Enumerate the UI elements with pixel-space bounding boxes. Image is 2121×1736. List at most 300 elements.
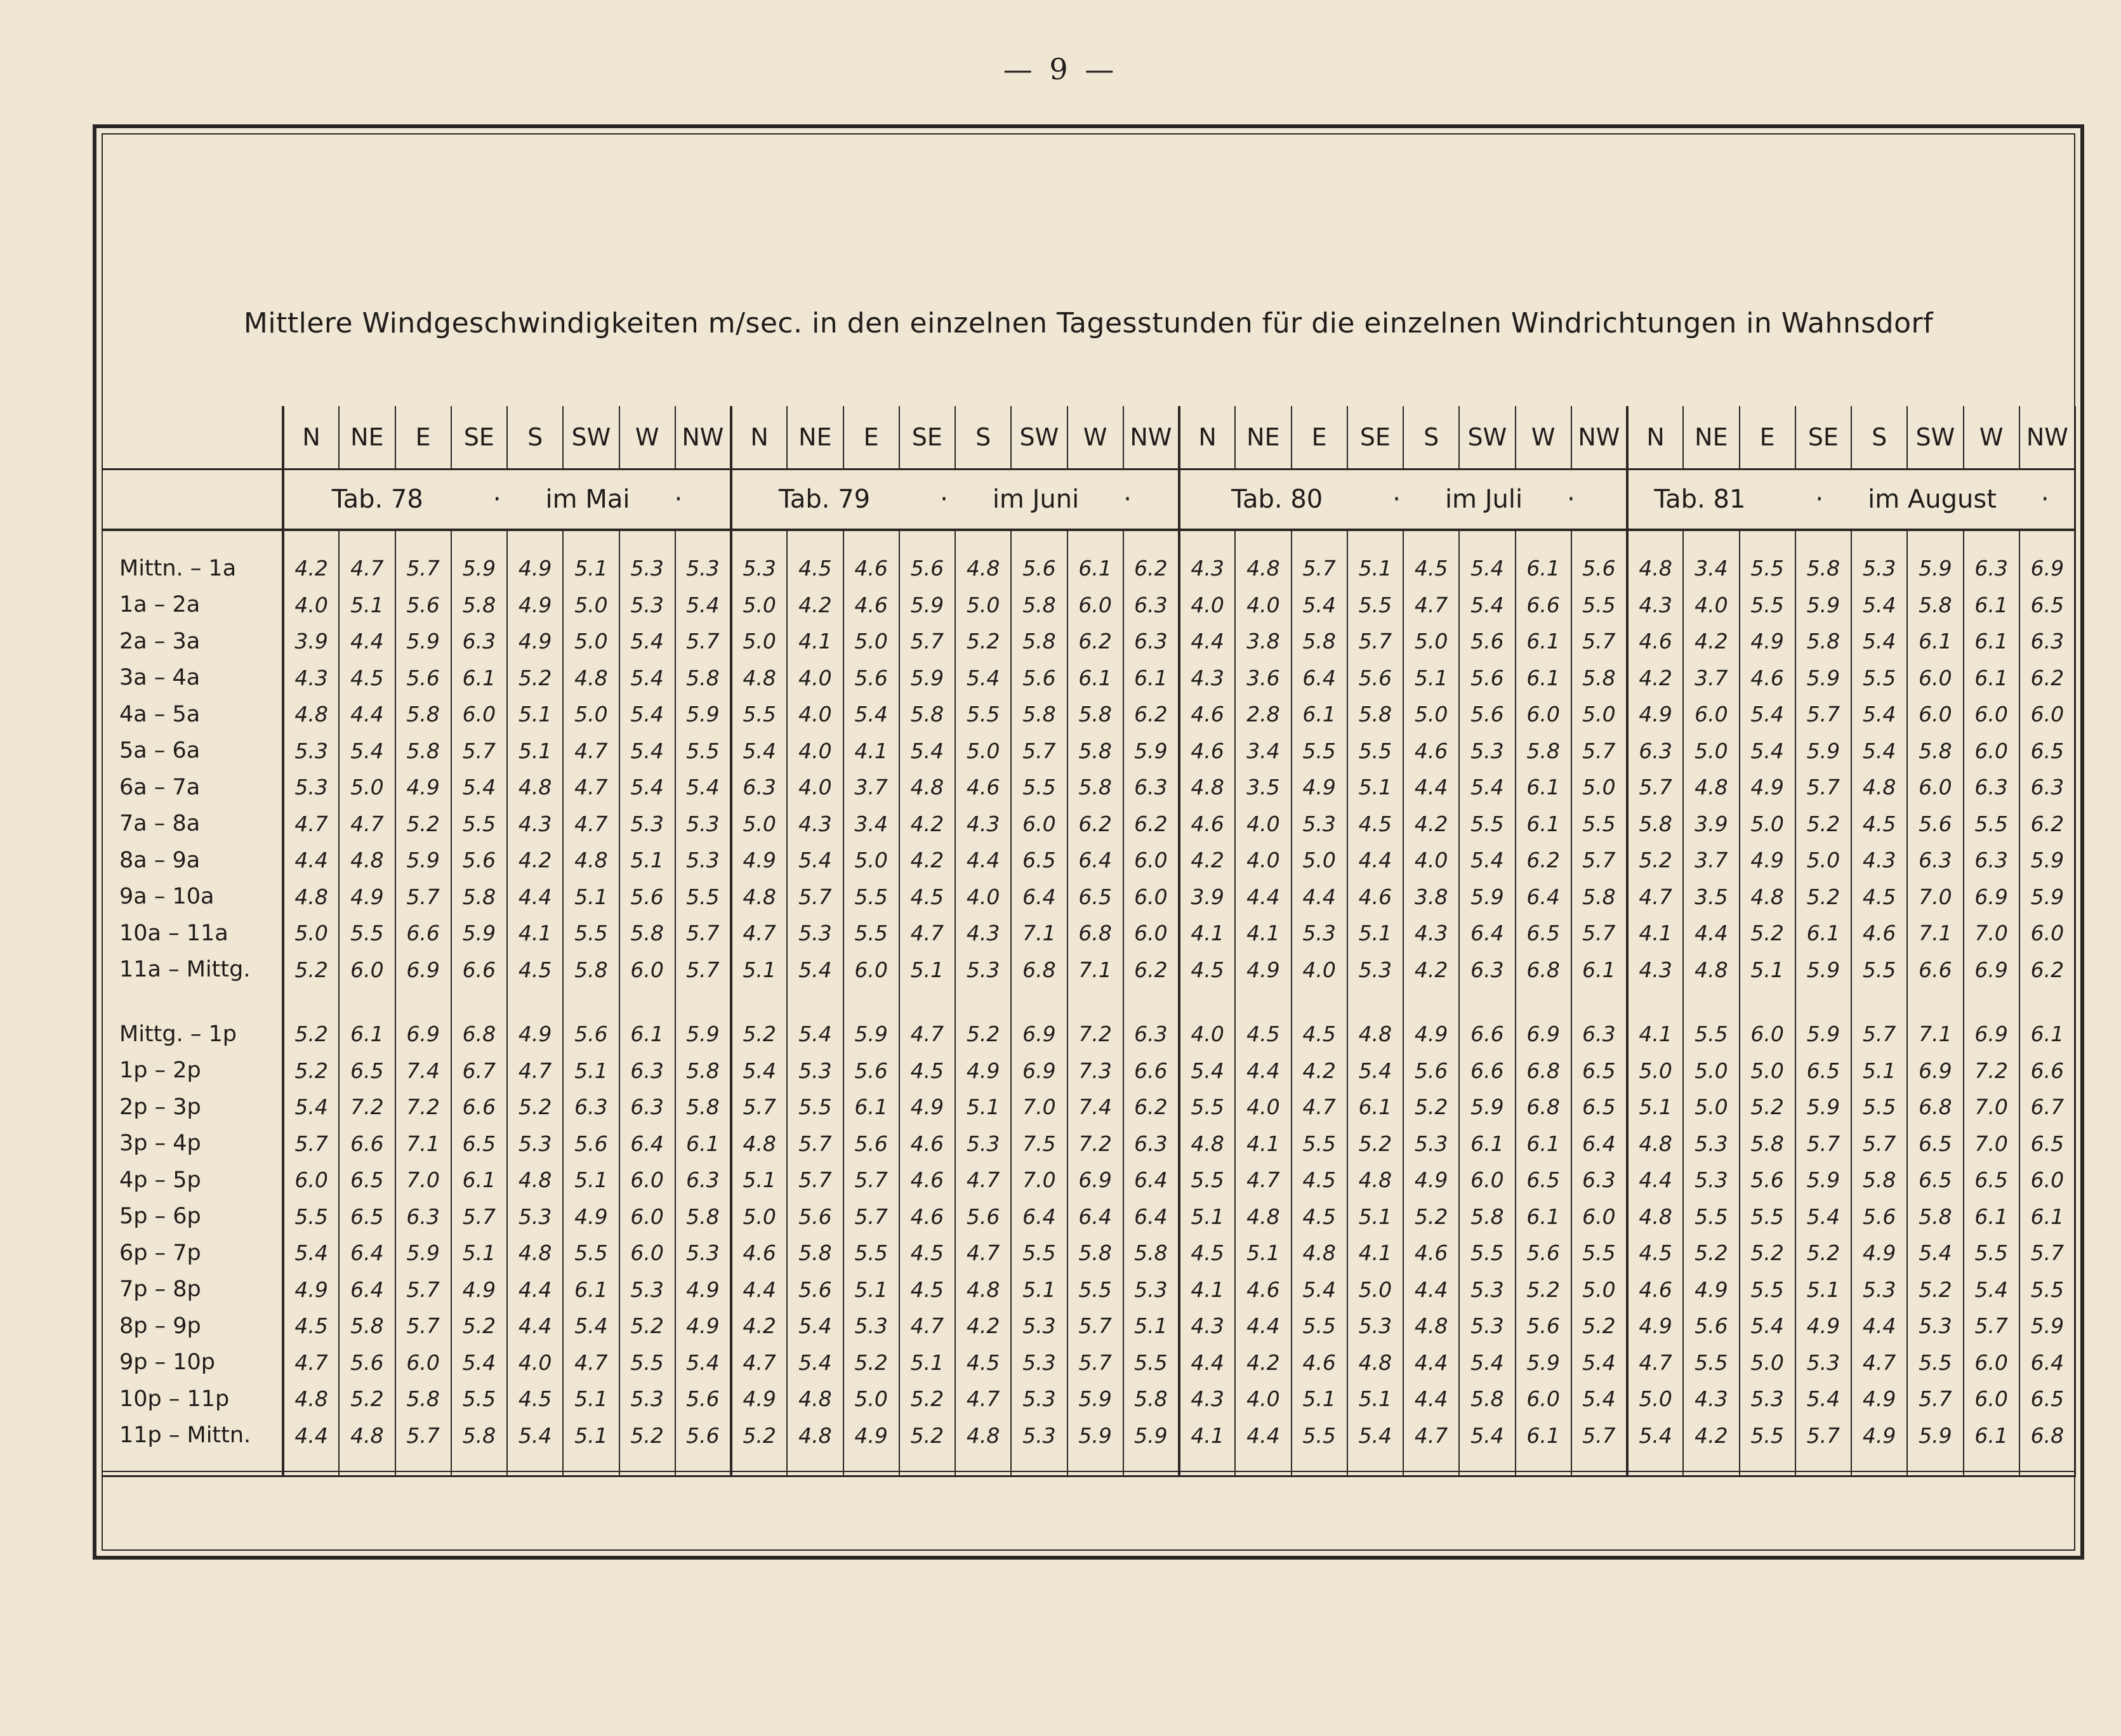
speed-value: 7.1: [395, 1126, 451, 1162]
speed-value: 5.4: [1740, 696, 1795, 733]
speed-value: 4.0: [1179, 587, 1235, 624]
speed-value: 4.0: [1235, 842, 1291, 879]
speed-value: 4.7: [1235, 1162, 1291, 1199]
speed-value: 5.4: [1627, 1417, 1683, 1463]
speed-value: 6.5: [2019, 1126, 2075, 1162]
end-blank-cell: [1292, 1463, 1347, 1476]
speed-value: 6.3: [2019, 623, 2075, 660]
speed-value: 5.8: [1067, 1235, 1123, 1272]
speed-value: 5.7: [1795, 696, 1851, 733]
direction-header: NE: [1683, 406, 1739, 470]
speed-value: 5.3: [1740, 1381, 1795, 1417]
speed-value: 5.2: [507, 660, 563, 697]
speed-value: 5.7: [395, 1308, 451, 1345]
speed-value: 5.4: [731, 733, 787, 770]
speed-value: 5.9: [395, 842, 451, 879]
speed-value: 5.8: [675, 1199, 731, 1235]
speed-value: 4.9: [1740, 623, 1795, 660]
month-header-row: [102, 470, 2075, 530]
table-row: [102, 915, 2075, 952]
speed-value: 4.2: [899, 842, 955, 879]
speed-value: 4.8: [1740, 879, 1795, 916]
speed-value: 5.2: [619, 1417, 675, 1463]
speed-value: 5.7: [1795, 1126, 1851, 1162]
speed-value: 5.8: [395, 733, 451, 770]
speed-value: 5.2: [731, 1417, 787, 1463]
table-row: [102, 660, 2075, 697]
speed-value: 4.5: [899, 1235, 955, 1272]
speed-value: 4.8: [955, 1272, 1011, 1308]
speed-value: 4.3: [1627, 952, 1683, 997]
speed-value: 4.9: [563, 1199, 619, 1235]
speed-value: 5.7: [1851, 1126, 1907, 1162]
speed-value: 5.4: [619, 623, 675, 660]
speed-value: 5.8: [1907, 587, 1963, 624]
speed-value: 5.0: [731, 623, 787, 660]
speed-value: 6.6: [339, 1126, 395, 1162]
speed-value: 4.1: [1179, 915, 1235, 952]
speed-value: 4.9: [1795, 1308, 1851, 1345]
speed-value: 4.8: [1235, 1199, 1291, 1235]
speed-value: 4.2: [283, 530, 339, 587]
direction-header: E: [395, 406, 451, 470]
speed-value: 5.6: [1516, 1235, 1571, 1272]
speed-value: 3.9: [1179, 879, 1235, 916]
speed-value: 5.9: [2019, 1308, 2075, 1345]
speed-value: 5.3: [1347, 1308, 1403, 1345]
speed-value: 5.8: [899, 696, 955, 733]
speed-value: 5.5: [1571, 806, 1627, 843]
speed-value: 5.7: [1067, 1308, 1123, 1345]
speed-value: 5.4: [787, 1308, 843, 1345]
speed-value: 6.0: [843, 952, 899, 997]
speed-value: 6.7: [451, 1053, 507, 1089]
speed-value: 5.8: [563, 952, 619, 997]
speed-value: 5.8: [675, 1053, 731, 1089]
speed-value: 4.0: [1235, 587, 1291, 624]
speed-value: 3.7: [843, 769, 899, 806]
speed-value: 5.9: [1459, 1089, 1515, 1126]
speed-value: 5.3: [955, 1126, 1011, 1162]
month-dot: ·: [1392, 485, 1401, 514]
speed-value: 6.3: [451, 623, 507, 660]
speed-value: 4.6: [1347, 879, 1403, 916]
month-dot: ·: [1815, 485, 1824, 514]
speed-value: 5.0: [955, 733, 1011, 770]
speed-value: 4.8: [1627, 1199, 1683, 1235]
speed-value: 4.5: [899, 879, 955, 916]
speed-value: 4.1: [1179, 1272, 1235, 1308]
table-row: [102, 530, 2075, 587]
speed-value: 5.2: [955, 623, 1011, 660]
speed-value: 6.4: [1067, 1199, 1123, 1235]
month-name: im Mai: [545, 485, 630, 514]
speed-value: 4.7: [283, 1345, 339, 1381]
direction-header: SE: [1347, 406, 1403, 470]
hour-interval: 5p – 6p: [119, 1204, 201, 1230]
end-blank-cell: [1740, 1463, 1795, 1476]
speed-value: 5.0: [563, 696, 619, 733]
end-blank-cell: [283, 1463, 339, 1476]
speed-value: 5.1: [563, 530, 619, 587]
end-blank-cell: [1627, 1463, 1683, 1476]
speed-value: 4.8: [563, 660, 619, 697]
speed-value: 3.7: [1683, 660, 1739, 697]
speed-value: 5.4: [787, 1345, 843, 1381]
speed-value: 4.6: [1403, 733, 1459, 770]
speed-value: 4.7: [563, 733, 619, 770]
speed-value: 3.4: [1235, 733, 1291, 770]
footer-rule: [102, 1471, 2075, 1472]
speed-value: 5.2: [1403, 1199, 1459, 1235]
speed-value: 6.6: [1459, 1053, 1515, 1089]
speed-value: 5.5: [619, 1345, 675, 1381]
speed-value: 5.1: [507, 696, 563, 733]
speed-value: 6.9: [1964, 997, 2019, 1053]
speed-value: 4.0: [787, 769, 843, 806]
hour-interval: 8p – 9p: [119, 1313, 201, 1339]
speed-value: 4.1: [787, 623, 843, 660]
speed-value: 5.3: [1123, 1272, 1179, 1308]
end-blank-cell: [1851, 1463, 1907, 1476]
speed-value: 5.5: [1964, 1235, 2019, 1272]
speed-value: 5.0: [339, 769, 395, 806]
speed-value: 5.8: [787, 1235, 843, 1272]
speed-value: 7.0: [1011, 1089, 1067, 1126]
speed-value: 4.7: [731, 1345, 787, 1381]
speed-value: 5.7: [899, 623, 955, 660]
table-row: [102, 1417, 2075, 1463]
speed-value: 5.2: [1516, 1272, 1571, 1308]
speed-value: 5.4: [451, 769, 507, 806]
speed-value: 5.3: [1011, 1345, 1067, 1381]
speed-value: 4.2: [955, 1308, 1011, 1345]
speed-value: 3.9: [1683, 806, 1739, 843]
speed-value: 4.5: [1627, 1235, 1683, 1272]
speed-value: 4.5: [1347, 806, 1403, 843]
speed-value: 5.8: [1067, 769, 1123, 806]
speed-value: 6.1: [1516, 530, 1571, 587]
direction-header: N: [283, 406, 339, 470]
direction-header: SW: [1011, 406, 1067, 470]
table-row: [102, 769, 2075, 806]
end-blank-cell: [1403, 1463, 1459, 1476]
speed-value: 5.3: [507, 1199, 563, 1235]
speed-value: 4.0: [1179, 997, 1235, 1053]
speed-value: 5.8: [1851, 1162, 1907, 1199]
speed-value: 5.2: [1907, 1272, 1963, 1308]
speed-value: 6.5: [339, 1053, 395, 1089]
speed-value: 5.8: [395, 1381, 451, 1417]
end-blank-cell: [507, 1463, 563, 1476]
speed-value: 5.3: [1403, 1126, 1459, 1162]
speed-value: 5.3: [675, 1235, 731, 1272]
speed-value: 5.5: [1292, 1126, 1347, 1162]
end-blank-cell: [1683, 1463, 1739, 1476]
speed-value: 5.7: [395, 1272, 451, 1308]
hour-interval: 6a – 7a: [119, 774, 201, 800]
speed-value: 5.0: [1683, 1053, 1739, 1089]
speed-value: 4.9: [955, 1053, 1011, 1089]
table-row: [102, 1272, 2075, 1308]
month-header: [283, 470, 731, 530]
speed-value: 4.4: [1627, 1162, 1683, 1199]
speed-value: 4.9: [731, 1381, 787, 1417]
speed-value: 5.8: [1067, 696, 1123, 733]
speed-value: 5.3: [1347, 952, 1403, 997]
speed-value: 5.2: [1403, 1089, 1459, 1126]
speed-value: 4.9: [731, 842, 787, 879]
speed-value: 6.3: [2019, 769, 2075, 806]
speed-value: 6.2: [1067, 806, 1123, 843]
speed-value: 5.5: [563, 915, 619, 952]
speed-value: 5.4: [1571, 1345, 1627, 1381]
speed-value: 4.8: [283, 1381, 339, 1417]
end-blank-cell: [899, 1463, 955, 1476]
direction-header: SW: [1907, 406, 1963, 470]
speed-value: 4.9: [507, 530, 563, 587]
speed-value: 6.8: [1516, 1089, 1571, 1126]
speed-value: 6.0: [1123, 879, 1179, 916]
speed-value: 4.7: [283, 806, 339, 843]
speed-value: 6.1: [1964, 1199, 2019, 1235]
speed-value: 5.6: [843, 660, 899, 697]
speed-value: 4.6: [955, 769, 1011, 806]
speed-value: 6.4: [339, 1235, 395, 1272]
speed-value: 5.9: [1459, 879, 1515, 916]
speed-value: 6.0: [619, 1162, 675, 1199]
speed-value: 5.4: [619, 660, 675, 697]
month-header: [731, 470, 1179, 530]
speed-value: 5.8: [1459, 1381, 1515, 1417]
speed-value: 5.5: [1740, 587, 1795, 624]
end-blank-cell: [563, 1463, 619, 1476]
speed-value: 6.0: [1907, 769, 1963, 806]
speed-value: 6.1: [451, 1162, 507, 1199]
speed-value: 5.5: [843, 879, 899, 916]
speed-value: 5.7: [843, 1162, 899, 1199]
speed-value: 5.2: [955, 997, 1011, 1053]
speed-value: 5.5: [1851, 1089, 1907, 1126]
speed-value: 6.8: [1067, 915, 1123, 952]
speed-value: 5.4: [1907, 1235, 1963, 1272]
speed-value: 4.9: [1740, 769, 1795, 806]
speed-value: 5.2: [339, 1381, 395, 1417]
speed-value: 4.8: [1292, 1235, 1347, 1272]
speed-value: 4.8: [1683, 769, 1739, 806]
speed-value: 5.9: [675, 696, 731, 733]
speed-value: 5.0: [1571, 769, 1627, 806]
speed-value: 6.3: [1964, 530, 2019, 587]
speed-value: 4.1: [1627, 915, 1683, 952]
hour-interval: 1a – 2a: [119, 592, 201, 618]
speed-value: 7.1: [1907, 915, 1963, 952]
speed-value: 4.5: [955, 1345, 1011, 1381]
speed-value: 5.7: [1795, 1417, 1851, 1463]
speed-value: 5.1: [1347, 915, 1403, 952]
speed-value: 5.1: [899, 1345, 955, 1381]
hour-interval: 3a – 4a: [119, 665, 201, 691]
speed-value: 4.6: [1235, 1272, 1291, 1308]
speed-value: 5.5: [1459, 1235, 1515, 1272]
speed-value: 5.5: [1740, 1199, 1795, 1235]
speed-value: 6.4: [1123, 1162, 1179, 1199]
speed-value: 5.5: [451, 1381, 507, 1417]
speed-value: 5.4: [1795, 1199, 1851, 1235]
speed-value: 6.5: [1571, 1089, 1627, 1126]
speed-value: 4.8: [1347, 1345, 1403, 1381]
speed-value: 5.2: [619, 1308, 675, 1345]
speed-value: 5.7: [1571, 733, 1627, 770]
speed-value: 6.3: [1123, 769, 1179, 806]
speed-value: 5.4: [1459, 1345, 1515, 1381]
speed-value: 5.9: [395, 1235, 451, 1272]
speed-value: 5.3: [283, 769, 339, 806]
speed-value: 5.9: [451, 530, 507, 587]
speed-value: 5.1: [619, 842, 675, 879]
speed-value: 6.2: [1123, 1089, 1179, 1126]
direction-header: SW: [1459, 406, 1515, 470]
speed-value: 4.8: [1627, 530, 1683, 587]
speed-value: 5.0: [843, 623, 899, 660]
speed-value: 4.7: [899, 915, 955, 952]
speed-value: 5.8: [1907, 1199, 1963, 1235]
speed-value: 5.3: [787, 1053, 843, 1089]
speed-value: 5.0: [1740, 806, 1795, 843]
direction-header: N: [1627, 406, 1683, 470]
month-name: im Juli: [1444, 485, 1523, 514]
speed-value: 6.0: [451, 696, 507, 733]
speed-value: 4.9: [507, 623, 563, 660]
end-blank-cell: [1571, 1463, 1627, 1476]
speed-value: 6.1: [1964, 587, 2019, 624]
speed-value: 5.8: [1123, 1381, 1179, 1417]
speed-value: 5.6: [1459, 660, 1515, 697]
speed-value: 6.1: [1067, 660, 1123, 697]
speed-value: 6.1: [1571, 952, 1627, 997]
speed-value: 5.3: [675, 806, 731, 843]
speed-value: 5.4: [675, 1345, 731, 1381]
end-blank-cell: [843, 1463, 899, 1476]
speed-value: 6.5: [1907, 1126, 1963, 1162]
speed-value: 5.4: [1459, 587, 1515, 624]
speed-value: 5.4: [563, 1308, 619, 1345]
speed-value: 4.6: [1179, 696, 1235, 733]
hour-interval: 7a – 8a: [119, 811, 201, 837]
speed-value: 4.5: [1179, 1235, 1235, 1272]
speed-value: 6.2: [2019, 952, 2075, 997]
speed-value: 5.9: [1907, 530, 1963, 587]
speed-value: 4.8: [1235, 530, 1291, 587]
speed-value: 6.1: [1123, 660, 1179, 697]
speed-value: 5.3: [955, 952, 1011, 997]
speed-value: 5.3: [1011, 1417, 1067, 1463]
speed-value: 5.5: [1347, 587, 1403, 624]
speed-value: 4.4: [507, 1272, 563, 1308]
speed-value: 4.6: [899, 1162, 955, 1199]
speed-value: 6.5: [2019, 1381, 2075, 1417]
direction-header: W: [619, 406, 675, 470]
speed-value: 5.9: [1516, 1345, 1571, 1381]
speed-value: 3.8: [1235, 623, 1291, 660]
speed-value: 5.5: [1123, 1345, 1179, 1381]
speed-value: 4.5: [787, 530, 843, 587]
speed-value: 5.1: [1123, 1308, 1179, 1345]
speed-value: 6.0: [1964, 696, 2019, 733]
speed-value: 7.1: [1907, 997, 1963, 1053]
speed-value: 5.2: [1740, 1235, 1795, 1272]
speed-value: 5.4: [1292, 1272, 1347, 1308]
speed-value: 4.8: [283, 696, 339, 733]
speed-value: 5.5: [675, 879, 731, 916]
speed-value: 5.1: [1235, 1235, 1291, 1272]
speed-value: 5.3: [675, 530, 731, 587]
speed-value: 5.2: [1795, 806, 1851, 843]
speed-value: 5.5: [1292, 1417, 1347, 1463]
speed-value: 7.2: [1067, 997, 1123, 1053]
speed-value: 5.3: [675, 842, 731, 879]
speed-value: 6.4: [1011, 1199, 1067, 1235]
speed-value: 4.4: [1179, 1345, 1235, 1381]
speed-value: 5.3: [1011, 1308, 1067, 1345]
speed-value: 7.4: [395, 1053, 451, 1089]
speed-value: 6.0: [2019, 915, 2075, 952]
speed-value: 5.8: [395, 696, 451, 733]
hour-interval: 9p – 10p: [119, 1350, 215, 1376]
speed-value: 5.6: [395, 660, 451, 697]
speed-value: 5.8: [1571, 660, 1627, 697]
speed-value: 6.1: [675, 1126, 731, 1162]
speed-value: 4.3: [787, 806, 843, 843]
speed-value: 5.3: [619, 1272, 675, 1308]
speed-value: 4.3: [955, 806, 1011, 843]
speed-value: 4.4: [1851, 1308, 1907, 1345]
speed-value: 4.8: [731, 1126, 787, 1162]
speed-value: 5.7: [451, 1199, 507, 1235]
end-blank-cell: [619, 1463, 675, 1476]
speed-value: 5.2: [395, 806, 451, 843]
speed-value: 5.9: [675, 997, 731, 1053]
month-dot: ·: [492, 485, 501, 514]
speed-value: 5.2: [1683, 1235, 1739, 1272]
table-row: [102, 997, 2075, 1053]
speed-value: 5.0: [731, 587, 787, 624]
speed-value: 6.0: [1516, 696, 1571, 733]
speed-value: 5.2: [283, 1053, 339, 1089]
speed-value: 4.0: [787, 733, 843, 770]
end-blank-cell: [1067, 1463, 1123, 1476]
speed-value: 5.9: [1795, 660, 1851, 697]
speed-value: 6.0: [1011, 806, 1067, 843]
speed-value: 5.3: [1459, 733, 1515, 770]
direction-header: SE: [1795, 406, 1851, 470]
speed-value: 6.0: [1964, 1345, 2019, 1381]
speed-value: 4.2: [1683, 623, 1739, 660]
hour-interval: 11a – Mittg.: [119, 957, 251, 983]
speed-value: 5.7: [2019, 1235, 2075, 1272]
speed-value: 4.6: [1403, 1235, 1459, 1272]
speed-value: 6.3: [1964, 769, 2019, 806]
speed-value: 5.1: [1292, 1381, 1347, 1417]
speed-value: 4.6: [899, 1126, 955, 1162]
speed-value: 4.8: [731, 879, 787, 916]
speed-value: 4.8: [1347, 1162, 1403, 1199]
table-row: [102, 1235, 2075, 1272]
speed-value: 5.1: [731, 952, 787, 997]
speed-value: 4.1: [1627, 997, 1683, 1053]
speed-value: 5.9: [1795, 1162, 1851, 1199]
speed-value: 5.9: [1067, 1417, 1123, 1463]
